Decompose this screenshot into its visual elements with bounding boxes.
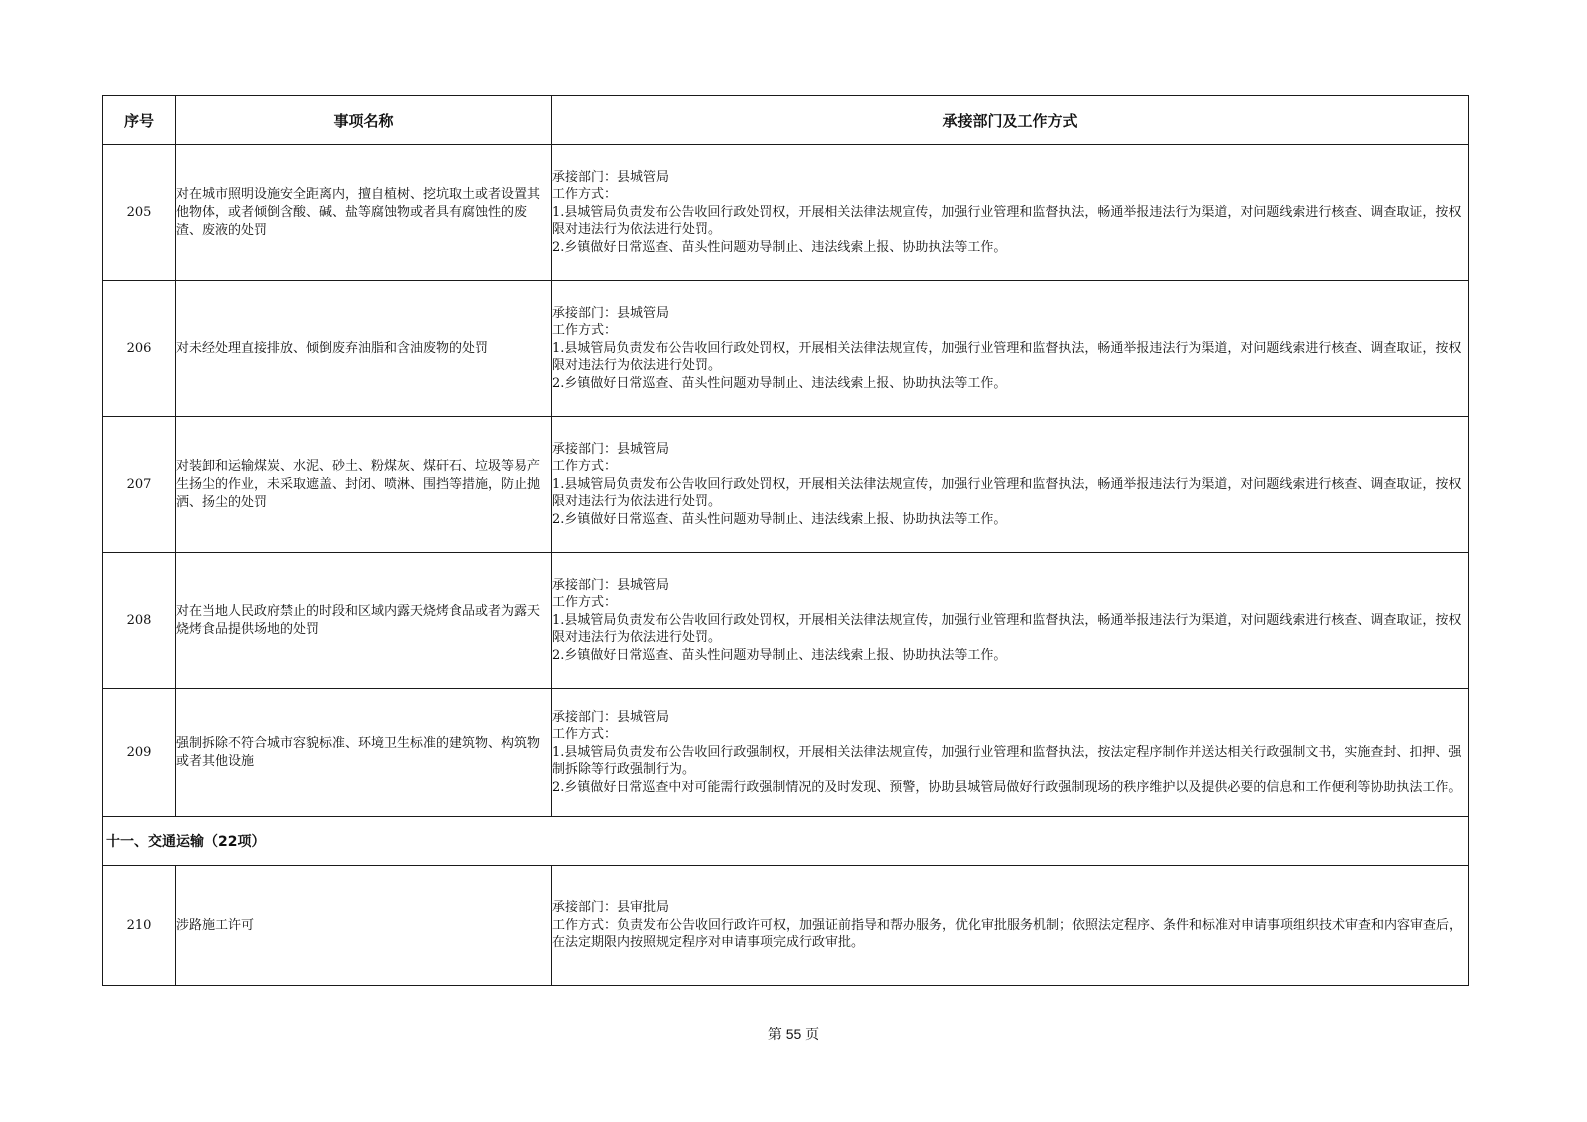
row-seq: 210	[103, 866, 176, 986]
method-label: 工作方式：	[552, 727, 618, 743]
dept-line: 承接部门：县城管局	[552, 441, 670, 457]
table-row	[103, 281, 1469, 417]
method-item-1: 1.县城管局负责发布公告收回行政处罚权，开展相关法律法规宣传，加强行业管理和监督执法，畅通举报违法行为渠道，对问题线索进行核查、调查取证，按权限对违法行为依法进行处罚。	[552, 340, 1462, 374]
method-label: 工作方式：	[552, 595, 618, 611]
method-label: 工作方式：	[552, 187, 618, 203]
row-dept-method	[552, 281, 1469, 417]
row-dept-method	[552, 145, 1469, 281]
method-item-1: 1.县城管局负责发布公告收回行政处罚权，开展相关法律法规宣传，加强行业管理和监督执法，畅通举报违法行为渠道，对问题线索进行核查、调查取证，按权限对违法行为依法进行处罚。	[552, 612, 1462, 646]
header-item-name: 事项名称	[176, 96, 552, 145]
row-dept-method	[552, 553, 1469, 689]
row-seq: 209	[103, 689, 176, 817]
items-table	[102, 95, 1469, 986]
method-item-1: 1.县城管局负责发布公告收回行政处罚权，开展相关法律法规宣传，加强行业管理和监督执法，畅通举报违法行为渠道，对问题线索进行核查、调查取证，按权限对违法行为依法进行处罚。	[552, 204, 1462, 238]
dept-line: 承接部门：县城管局	[552, 577, 670, 593]
method-item-2: 2.乡镇做好日常巡查中对可能需行政强制情况的及时发现、预警，协助县城管局做好行政强制现场的秩序维护以及提供必要的信息和工作便利等协助执法工作。	[552, 779, 1462, 795]
table-header-row	[103, 96, 1469, 145]
dept-line: 承接部门：县审批局	[552, 900, 670, 916]
row-dept-method	[552, 417, 1469, 553]
method-text: 工作方式：负责发布公告收回行政许可权，加强证前指导和帮办服务，优化审批服务机制；依照法定程序、条件和标准对申请事项组织技术审查和内容审查后，在法定期限内按照规定程序对申请事项完成行政审批。	[552, 917, 1463, 951]
header-seq: 序号	[103, 96, 176, 145]
row-item-name: 对在城市照明设施安全距离内，擅自植树、挖坑取土或者设置其他物体，或者倾倒含酸、碱、盐等腐蚀物或者具有腐蚀性的废渣、废液的处罚	[176, 145, 552, 281]
dept-line: 承接部门：县城管局	[552, 169, 670, 185]
row-seq: 205	[103, 145, 176, 281]
method-label: 工作方式：	[552, 459, 618, 475]
row-seq: 206	[103, 281, 176, 417]
row-dept-method	[552, 866, 1469, 986]
row-item-name: 涉路施工许可	[176, 866, 552, 986]
row-item-name: 强制拆除不符合城市容貌标准、环境卫生标准的建筑物、构筑物或者其他设施	[176, 689, 552, 817]
page-number: 第 55 页	[767, 1026, 820, 1042]
table-row	[103, 145, 1469, 281]
row-item-name: 对装卸和运输煤炭、水泥、砂土、粉煤灰、煤矸石、垃圾等易产生扬尘的作业，未采取遮盖、封闭、喷淋、围挡等措施，防止抛洒、扬尘的处罚	[176, 417, 552, 553]
header-dept-method: 承接部门及工作方式	[552, 96, 1469, 145]
row-seq: 208	[103, 553, 176, 689]
method-item-2: 2.乡镇做好日常巡查、苗头性问题劝导制止、违法线索上报、协助执法等工作。	[552, 511, 1007, 527]
dept-line: 承接部门：县城管局	[552, 709, 670, 725]
section-title: 十一、交通运输（22项）	[103, 817, 1469, 866]
table-row	[103, 866, 1469, 986]
method-item-2: 2.乡镇做好日常巡查、苗头性问题劝导制止、违法线索上报、协助执法等工作。	[552, 647, 1007, 663]
method-item-1: 1.县城管局负责发布公告收回行政处罚权，开展相关法律法规宣传，加强行业管理和监督执法，畅通举报违法行为渠道，对问题线索进行核查、调查取证，按权限对违法行为依法进行处罚。	[552, 476, 1462, 510]
row-item-name: 对未经处理直接排放、倾倒废弃油脂和含油废物的处罚	[176, 281, 552, 417]
table-row	[103, 417, 1469, 553]
section-row	[103, 817, 1469, 866]
table-row	[103, 553, 1469, 689]
method-item-2: 2.乡镇做好日常巡查、苗头性问题劝导制止、违法线索上报、协助执法等工作。	[552, 375, 1007, 391]
dept-line: 承接部门：县城管局	[552, 305, 670, 321]
table-row	[103, 689, 1469, 817]
row-dept-method	[552, 689, 1469, 817]
method-item-1: 1.县城管局负责发布公告收回行政强制权，开展相关法律法规宣传，加强行业管理和监督执法，按法定程序制作并送达相关行政强制文书，实施查封、扣押、强制拆除等行政强制行为。	[552, 744, 1462, 778]
row-seq: 207	[103, 417, 176, 553]
method-item-2: 2.乡镇做好日常巡查、苗头性问题劝导制止、违法线索上报、协助执法等工作。	[552, 239, 1007, 255]
method-label: 工作方式：	[552, 323, 618, 339]
row-item-name: 对在当地人民政府禁止的时段和区域内露天烧烤食品或者为露天烧烤食品提供场地的处罚	[176, 553, 552, 689]
